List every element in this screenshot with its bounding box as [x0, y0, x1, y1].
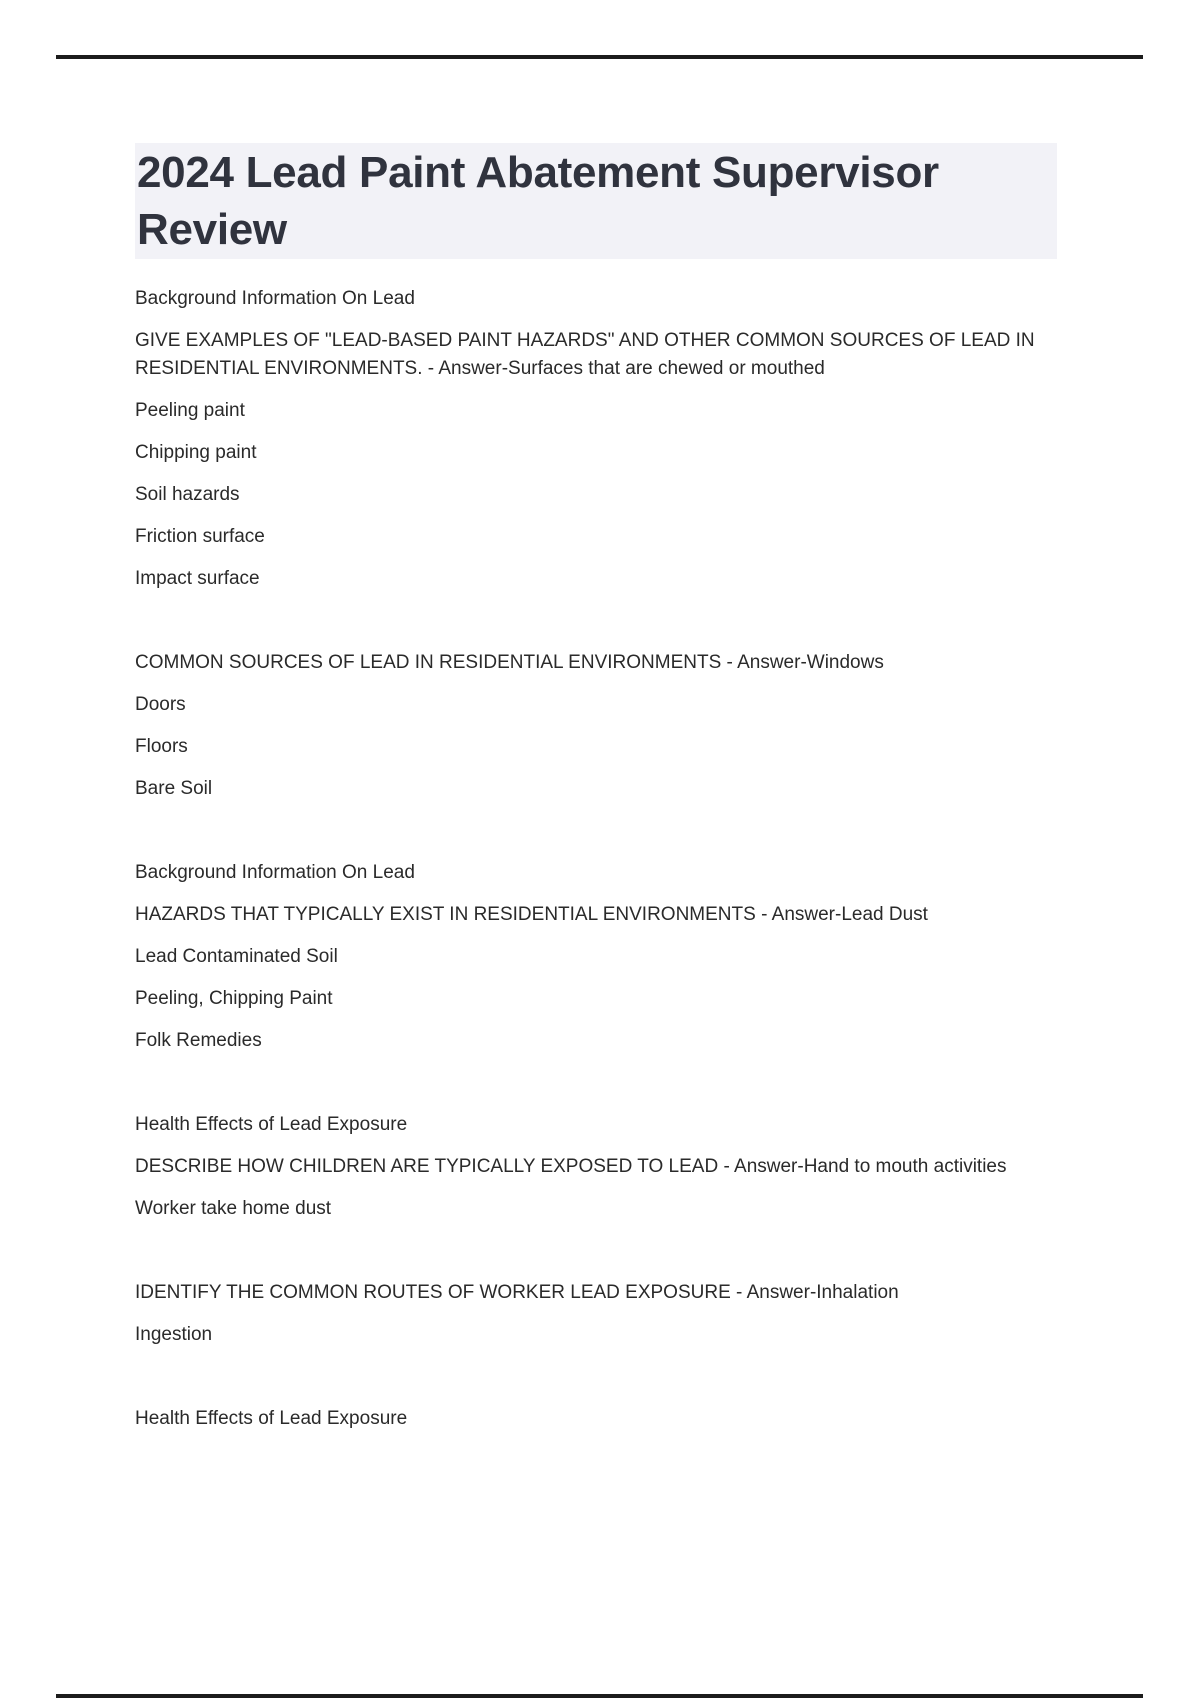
- blank-line: [135, 817, 1065, 845]
- blank-line: [135, 1069, 1065, 1097]
- paragraph: Peeling paint: [135, 400, 245, 421]
- paragraph: Impact surface: [135, 568, 260, 589]
- blank-line: [135, 1363, 1065, 1391]
- paragraph: Ingestion: [135, 1324, 213, 1345]
- paragraph: Soil hazards: [135, 484, 240, 505]
- paragraph: COMMON SOURCES OF LEAD IN RESIDENTIAL ENVIRONMENTS - Answer-Windows: [135, 652, 884, 673]
- paragraph: Health Effects of Lead Exposure: [135, 1408, 408, 1429]
- paragraph: Chipping paint: [135, 442, 257, 463]
- paragraph-list: [135, 285, 1065, 1433]
- paragraph: Background Information On Lead: [135, 288, 415, 309]
- document-content: [135, 143, 1065, 1447]
- paragraph: Worker take home dust: [135, 1198, 332, 1219]
- top-rule: [56, 55, 1143, 59]
- blank-line: [135, 607, 1065, 635]
- paragraph: Folk Remedies: [135, 1030, 262, 1051]
- paragraph: DESCRIBE HOW CHILDREN ARE TYPICALLY EXPOSED TO LEAD - Answer-Hand to mouth activities: [135, 1156, 1007, 1177]
- paragraph: Peeling, Chipping Paint: [135, 988, 333, 1009]
- page-title: 2024 Lead Paint Abatement Supervisor Review: [135, 143, 1057, 259]
- paragraph: HAZARDS THAT TYPICALLY EXIST IN RESIDENTIAL ENVIRONMENTS - Answer-Lead Dust: [135, 904, 928, 925]
- paragraph: Doors: [135, 694, 186, 715]
- paragraph: Background Information On Lead: [135, 862, 415, 883]
- paragraph: Bare Soil: [135, 778, 213, 799]
- paragraph: GIVE EXAMPLES OF "LEAD-BASED PAINT HAZARDS" AND OTHER COMMON SOURCES OF LEAD IN RESIDENTIAL ENVIRONMENTS. - Answer-Surfaces that are chewed or mouthed: [135, 330, 1035, 379]
- paragraph: Lead Contaminated Soil: [135, 946, 338, 967]
- bottom-rule: [56, 1694, 1143, 1698]
- blank-line: [135, 1237, 1065, 1265]
- paragraph: Friction surface: [135, 526, 265, 547]
- paragraph: IDENTIFY THE COMMON ROUTES OF WORKER LEAD EXPOSURE - Answer-Inhalation: [135, 1282, 899, 1303]
- paragraph: Health Effects of Lead Exposure: [135, 1114, 408, 1135]
- paragraph: Floors: [135, 736, 188, 757]
